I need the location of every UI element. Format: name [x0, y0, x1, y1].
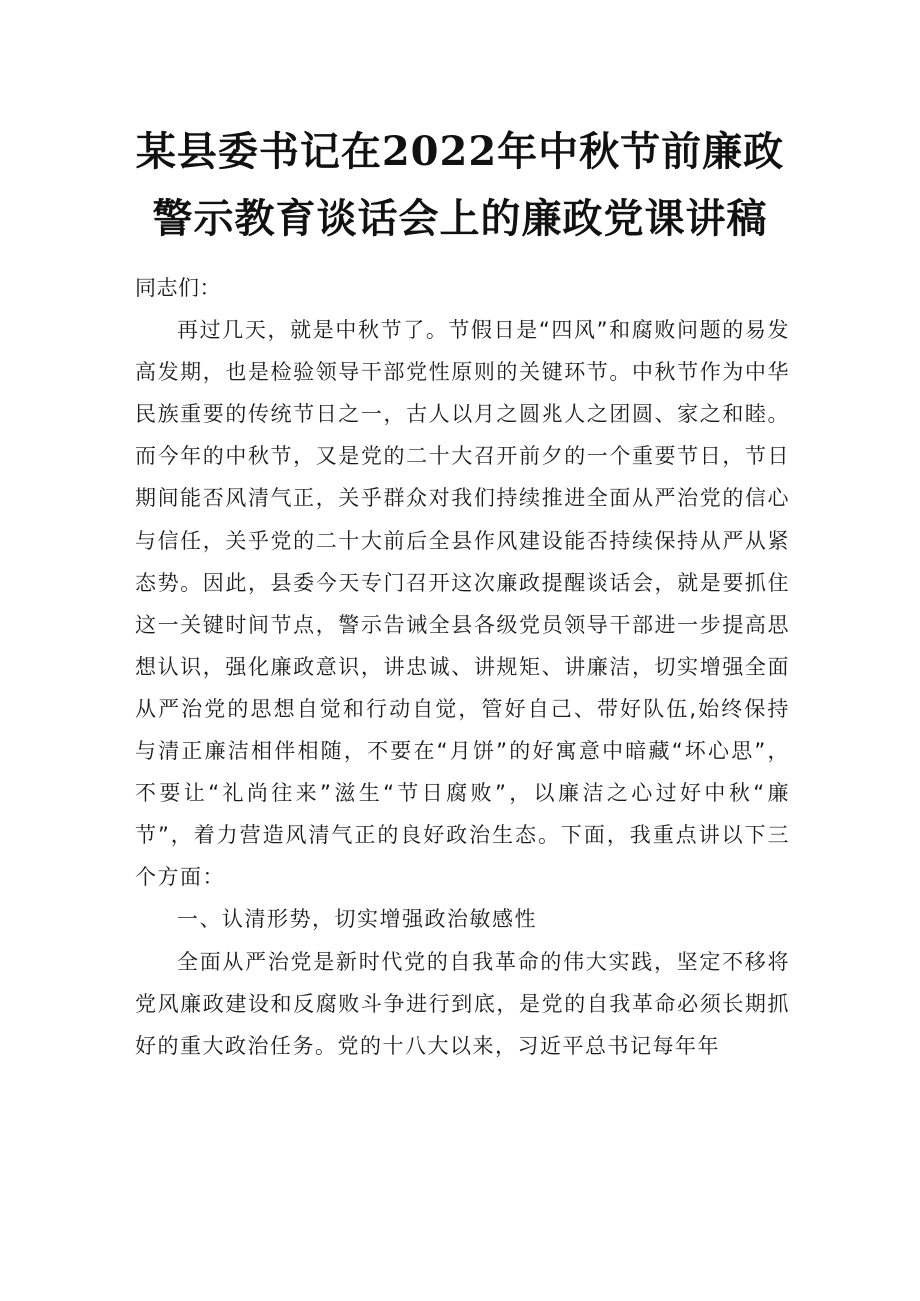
document-body: [135, 267, 790, 1067]
paragraph-intro: 再过几天，就是中秋节了。节假日是“四风”和腐败问题的易发高发期，也是检验领导干部党性原则的关键环节。中秋节作为中华民族重要的传统节日之一，古人以月之圆兆人之团圆、家之和睦。而今年的中秋节，又是党的二十大召开前夕的一个重要节日，节日期间能否风清气正，关乎群众对我们持续推进全面从严治党的信心与信任，关乎党的二十大前后全县作风建设能否持续保持从严从紧态势。因此，县委今天专门召开这次廉政提醒谈话会，就是要抓住这一关键时间节点，警示告诫全县各级党员领导干部进一步提高思想认识，强化廉政意识，讲忠诚、讲规矩、讲廉洁，切实增强全面从严治党的思想自觉和行动自觉，管好自己、带好队伍,始终保持与清正廉洁相伴相随，不要在“月饼”的好寓意中暗藏“坏心思”，不要让“礼尚往来”滋生“节日腐败”，以廉洁之心过好中秋“廉节”，着力营造风清气正的良好政治生态。下面，我重点讲以下三个方面：: [135, 318, 790, 890]
paragraph-section-1: 全面从严治党是新时代党的自我革命的伟大实践，坚定不移将党风廉政建设和反腐败斗争进行到底，是党的自我革命必须长期抓好的重大政治任务。党的十八大以来，习近平总书记每年年: [135, 949, 790, 1058]
salutation: 同志们：: [135, 276, 221, 300]
title-line-2: 警示教育谈话会上的廉政党课讲稿: [152, 195, 768, 242]
title-line-1: 某县委书记在2022年中秋节前廉政: [135, 128, 785, 175]
document-title: [80, 118, 840, 252]
section-heading-1: 一、认清形势，切实增强政治敏感性: [177, 907, 537, 932]
